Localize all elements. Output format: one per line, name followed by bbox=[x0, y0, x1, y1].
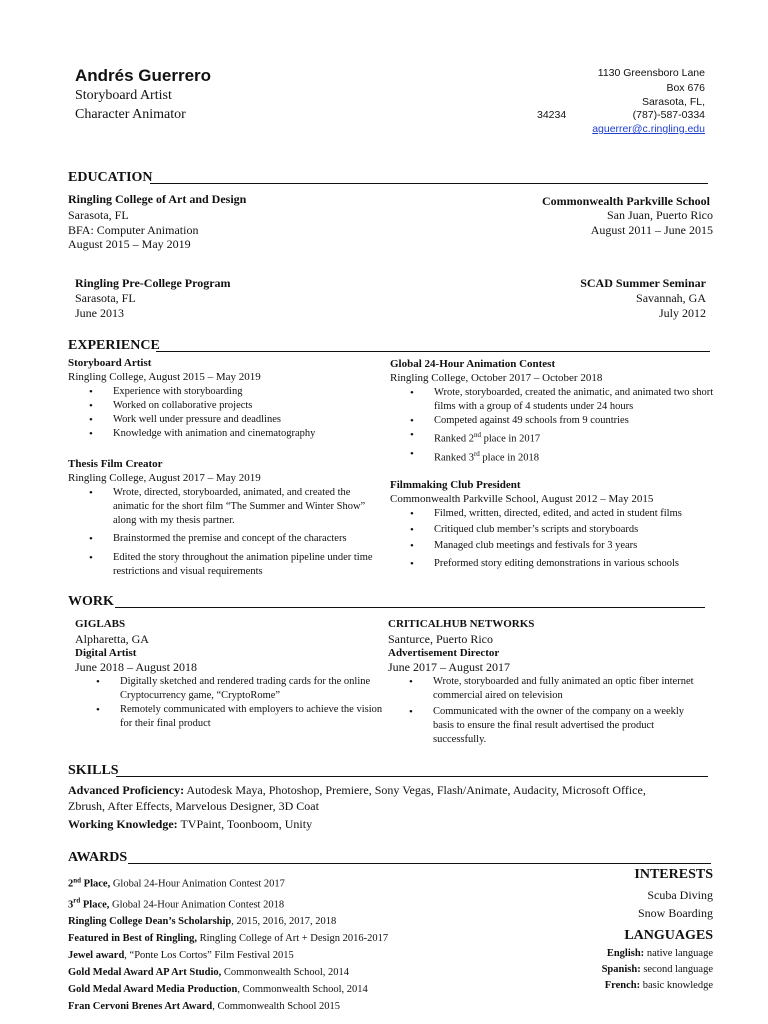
work-divider bbox=[115, 607, 705, 608]
work-role: Digital Artist bbox=[75, 647, 137, 659]
exp-subtitle: Commonwealth Parkville School, August 2012 – May 2015 bbox=[390, 493, 654, 505]
address-line-2: Box 676 bbox=[666, 82, 705, 94]
skills-advanced-cont: Zbrush, After Effects, Marvelous Designer, 3D Coat bbox=[68, 799, 319, 813]
edu-dates: August 2015 – May 2019 bbox=[68, 237, 191, 251]
exp-subtitle: Ringling College, August 2017 – May 2019 bbox=[68, 472, 261, 484]
list-item: 2nd Place, Global 24-Hour Animation Contest 2017 bbox=[68, 876, 285, 890]
edu-location: Sarasota, FL bbox=[68, 208, 129, 222]
edu-dates: July 2012 bbox=[658, 306, 706, 320]
list-item: Fran Cervoni Brenes Art Award, Commonwealth School 2015 bbox=[68, 1001, 341, 1012]
list-item: • Communicated with the owner of the company on a weekly basis to ensure the final result advertised the product successfully. bbox=[409, 705, 699, 747]
list-item: • Wrote, storyboarded and fully animated an optic fiber internet commercial aired on television bbox=[409, 675, 699, 703]
list-item: • Remotely communicated with employers to achieve the vision for their final product bbox=[96, 703, 392, 731]
edu-school-scad: SCAD Summer Seminar bbox=[580, 276, 706, 290]
education-divider bbox=[150, 183, 708, 184]
work-location: Santurce, Puerto Rico bbox=[388, 632, 493, 646]
interest-item: Snow Boarding bbox=[638, 906, 713, 920]
job-title-1: Storyboard Artist bbox=[75, 88, 172, 103]
resume-name: Andrés Guerrero bbox=[75, 66, 212, 85]
education-heading: EDUCATION bbox=[68, 170, 153, 185]
work-role: Advertisement Director bbox=[388, 647, 500, 659]
language-item: French: basic knowledge bbox=[604, 980, 713, 991]
list-item: 3rd Place, Global 24-Hour Animation Contest 2018 bbox=[68, 896, 285, 910]
awards-list bbox=[68, 872, 388, 1015]
work-bullet-list bbox=[409, 675, 699, 747]
work-company: CRITICALHUB NETWORKS bbox=[388, 618, 535, 630]
work-heading: WORK bbox=[68, 594, 114, 609]
work-bullet-list bbox=[96, 675, 392, 731]
skills-heading: SKILLS bbox=[68, 763, 119, 778]
list-item: • Preformed story editing demonstrations in various schools bbox=[410, 557, 730, 571]
work-dates: June 2017 – August 2017 bbox=[388, 660, 511, 674]
exp-subtitle: Ringling College, August 2015 – May 2019 bbox=[68, 371, 261, 383]
awards-heading: AWARDS bbox=[68, 850, 128, 865]
experience-divider bbox=[156, 351, 710, 352]
list-item: Ringling College Dean’s Scholarship, 2015, 2016, 2017, 2018 bbox=[68, 916, 337, 927]
language-item: Spanish: second language bbox=[601, 964, 713, 975]
experience-heading: EXPERIENCE bbox=[68, 338, 160, 353]
interests-heading: INTERESTS bbox=[634, 867, 713, 882]
exp-bullet-list bbox=[89, 486, 389, 579]
work-dates: June 2018 – August 2018 bbox=[75, 660, 198, 674]
list-item: Gold Medal Award AP Art Studio, Commonwealth School, 2014 bbox=[68, 967, 349, 978]
skills-working: Working Knowledge: TVPaint, Toonboom, Unity bbox=[68, 817, 313, 831]
edu-school-ringling: Ringling College of Art and Design bbox=[68, 192, 247, 206]
edu-location: Savannah, GA bbox=[636, 291, 706, 305]
list-item: • Experience with storyboarding bbox=[89, 385, 379, 399]
languages-heading: LANGUAGES bbox=[624, 928, 713, 943]
skills-divider bbox=[116, 776, 708, 777]
list-item: • Ranked 3rd place in 2018 bbox=[410, 447, 720, 466]
work-location: Alpharetta, GA bbox=[75, 632, 149, 646]
work-company: GIGLABS bbox=[75, 618, 126, 630]
edu-school-commonwealth: Commonwealth Parkville School bbox=[542, 194, 710, 208]
job-title-2: Character Animator bbox=[75, 107, 186, 122]
phone-number: (787)-587-0334 bbox=[632, 109, 705, 121]
list-item: • Work well under pressure and deadlines bbox=[89, 413, 379, 427]
exp-bullet-list bbox=[410, 386, 720, 465]
exp-subtitle: Ringling College, October 2017 – October 2018 bbox=[390, 372, 603, 384]
list-item: • Wrote, directed, storyboarded, animated, and created the animatic for the short film “The Summer and Winter Show” along with my thesis partner. bbox=[89, 486, 389, 528]
edu-school-precollege: Ringling Pre-College Program bbox=[75, 276, 231, 290]
edu-dates: August 2011 – June 2015 bbox=[590, 223, 713, 237]
list-item: • Managed club meetings and festivals for 3 years bbox=[410, 539, 730, 553]
exp-title: Global 24-Hour Animation Contest bbox=[390, 358, 556, 370]
address-line-1: 1130 Greensboro Lane bbox=[597, 67, 705, 79]
edu-location: Sarasota, FL bbox=[75, 291, 136, 305]
list-item: Jewel award, “Ponte Los Cortos” Film Festival 2015 bbox=[68, 950, 294, 961]
awards-divider bbox=[128, 863, 711, 864]
list-item: • Brainstormed the premise and concept of the characters bbox=[89, 532, 389, 546]
list-item: • Digitally sketched and rendered trading cards for the online Cryptocurrency game, “CryptoRome” bbox=[96, 675, 392, 703]
list-item: • Edited the story throughout the animation pipeline under time restrictions and visual requirements bbox=[89, 551, 389, 579]
list-item: • Ranked 2nd place in 2017 bbox=[410, 428, 720, 447]
email-link[interactable]: aguerrer@c.ringling.edu bbox=[592, 123, 705, 135]
edu-degree: BFA: Computer Animation bbox=[68, 223, 199, 237]
edu-dates: June 2013 bbox=[75, 306, 124, 320]
exp-title: Filmmaking Club President bbox=[390, 479, 521, 491]
exp-title: Storyboard Artist bbox=[68, 357, 152, 369]
skills-advanced: Advanced Proficiency: Autodesk Maya, Photoshop, Premiere, Sony Vegas, Flash/Animate, Audacity, Microsoft Office, bbox=[68, 783, 646, 797]
list-item: • Critiqued club member’s scripts and storyboards bbox=[410, 523, 730, 537]
list-item: • Worked on collaborative projects bbox=[89, 399, 379, 413]
exp-bullet-list bbox=[410, 507, 730, 571]
list-item: Featured in Best of Ringling, Ringling College of Art + Design 2016-2017 bbox=[68, 933, 389, 944]
interest-item: Scuba Diving bbox=[647, 888, 713, 902]
exp-title: Thesis Film Creator bbox=[68, 458, 163, 470]
list-item: • Wrote, storyboarded, created the animatic, and animated two short films with a group of 4 students under 24 hours bbox=[410, 386, 720, 414]
language-item: English: native language bbox=[606, 948, 713, 959]
edu-location: San Juan, Puerto Rico bbox=[607, 208, 713, 222]
list-item: • Knowledge with animation and cinematography bbox=[89, 427, 379, 441]
list-item: • Filmed, written, directed, edited, and acted in student films bbox=[410, 507, 730, 521]
list-item: Gold Medal Award Media Production, Commonwealth School, 2014 bbox=[68, 984, 368, 995]
list-item: • Competed against 49 schools from 9 countries bbox=[410, 414, 720, 428]
address-zip: 34234 bbox=[537, 109, 567, 121]
exp-bullet-list bbox=[89, 385, 379, 441]
address-line-3: Sarasota, FL, bbox=[641, 96, 705, 108]
